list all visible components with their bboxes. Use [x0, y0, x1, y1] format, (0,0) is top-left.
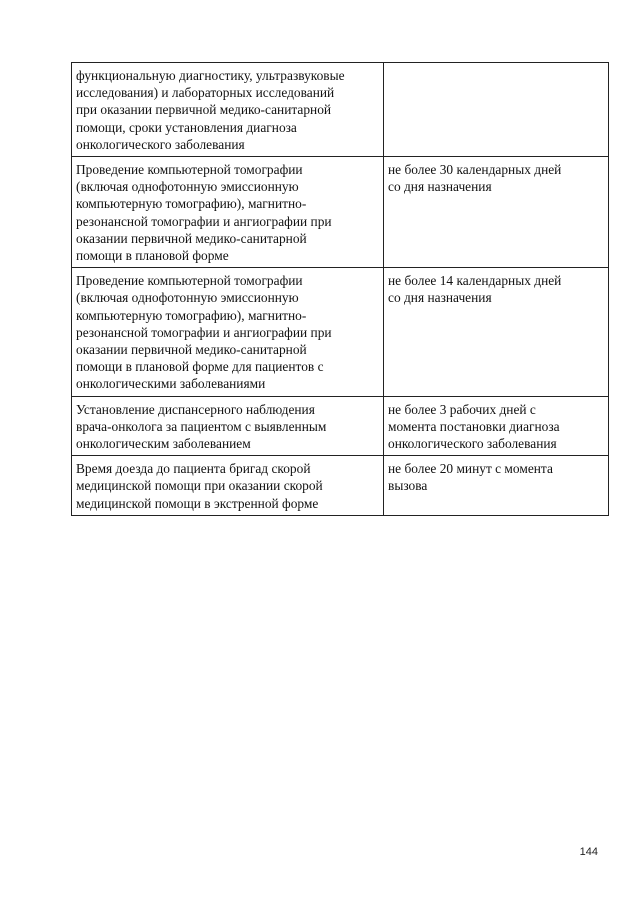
criterion-cell	[72, 396, 384, 456]
criterion-text: Время доезда до пациента бригад скорой медицинской помощи при оказании скорой медицинской помощи в экстренной форме	[76, 461, 323, 511]
criterion-cell	[72, 456, 384, 516]
criterion-text: функциональную диагностику, ультразвуковые исследования) и лабораторных исследований при оказании первичной медико-санитарной помощи, сроки установления диагноза онкологического заболевания	[76, 68, 345, 152]
norm-cell	[384, 396, 609, 456]
criterion-cell	[72, 268, 384, 396]
criterion-text: Установление диспансерного наблюдения врача-онколога за пациентом с выявленным онкологическим заболеванием	[76, 401, 327, 452]
norm-cell	[384, 63, 609, 157]
norm-text: не более 30 календарных дней со дня назначения	[388, 162, 562, 195]
page-number: 144	[579, 846, 598, 858]
table-row	[72, 63, 609, 157]
table-row	[72, 456, 609, 516]
norm-cell	[384, 456, 609, 516]
table-row	[72, 157, 609, 268]
norm-cell	[384, 268, 609, 396]
norm-text: не более 3 рабочих дней с момента постановки диагноза онкологического заболевания	[388, 401, 560, 452]
norm-text: не более 14 календарных дней со дня назначения	[388, 273, 562, 306]
criterion-text: Проведение компьютерной томографии (включая однофотонную эмиссионную компьютерную томографию), магнитно- резонансной томографии и ангиографии при оказании первичной медико-санитарной помощи в плановой форме для пациентов с онкологическими заболеваниями	[76, 273, 332, 392]
table-row	[72, 396, 609, 456]
norm-text: не более 20 минут с момента вызова	[388, 461, 553, 494]
norm-cell	[384, 157, 609, 268]
table-row	[72, 268, 609, 396]
waiting-times-table	[71, 62, 609, 516]
criterion-cell	[72, 157, 384, 268]
criterion-text: Проведение компьютерной томографии (включая однофотонную эмиссионную компьютерную томографию), магнитно- резонансной томографии и ангиографии при оказании первичной медико-санитарной помощи в плановой форме	[76, 162, 332, 264]
criterion-cell	[72, 63, 384, 157]
